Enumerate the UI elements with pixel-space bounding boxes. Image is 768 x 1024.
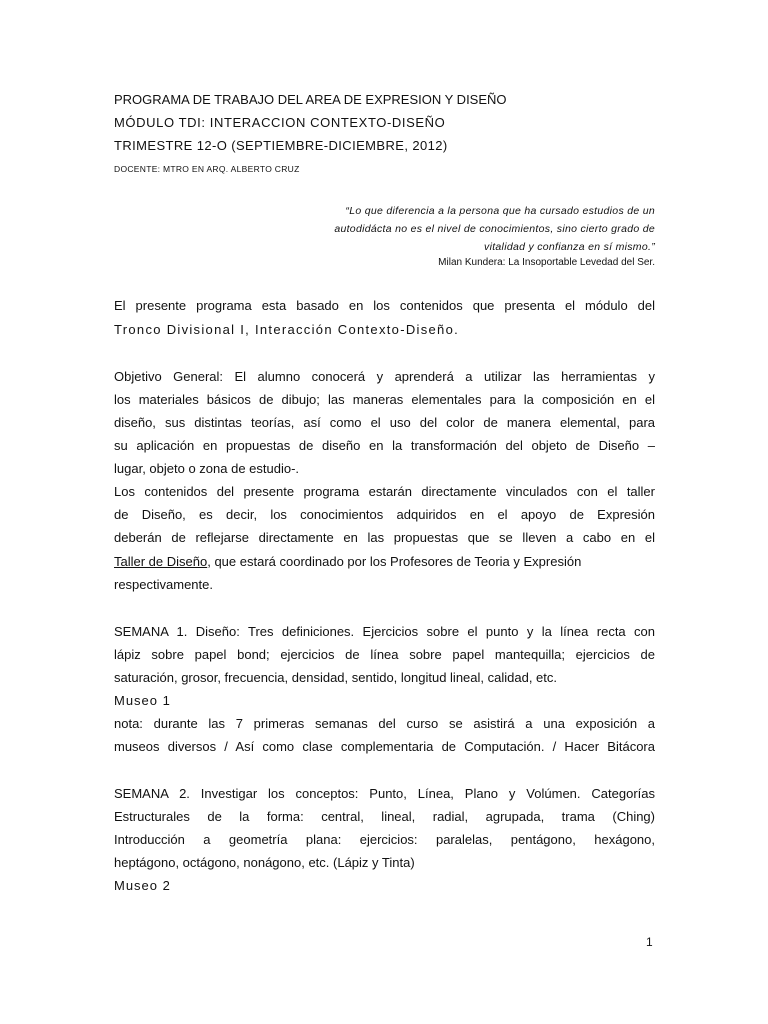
program-title: PROGRAMA DE TRABAJO DEL AREA DE EXPRESION Y DISEÑO — [114, 92, 507, 107]
week1-line: nota: durante las 7 primeras semanas del curso se asistirá a una exposición a — [114, 716, 655, 731]
module-title: MÓDULO TDI: INTERACCION CONTEXTO-DISEÑO — [114, 115, 446, 130]
week1-line: SEMANA 1. Diseño: Tres definiciones. Ejercicios sobre el punto y la línea recta con — [114, 624, 655, 639]
epigraph-line: vitalidad y confianza en sí mismo.” — [484, 241, 655, 253]
objective-line-rest: , que estará coordinado por los Profesores de Teoria y Expresión — [207, 554, 582, 569]
epigraph-line: autodidácta no es el nivel de conocimientos, sino cierto grado de — [334, 223, 655, 235]
week1-line: museos diversos / Así como clase complementaria de Computación. / Hacer Bitácora — [114, 739, 655, 754]
epigraph-line: “Lo que diferencia a la persona que ha cursado estudios de un — [345, 205, 655, 217]
week1-line: saturación, grosor, frecuencia, densidad, sentido, longitud lineal, calidad, etc. — [114, 670, 557, 685]
objective-line: lugar, objeto o zona de estudio-. — [114, 461, 300, 476]
taller-link[interactable]: Taller de Diseño — [114, 554, 208, 569]
week2-line: Estructurales de la forma: central, lineal, radial, agrupada, trama (Ching) — [114, 809, 655, 824]
epigraph-author: Milan Kundera: La Insoportable Levedad del Ser. — [438, 257, 655, 268]
week2-line: SEMANA 2. Investigar los conceptos: Punto, Línea, Plano y Volúmen. Categorías — [114, 786, 655, 801]
objective-line: respectivamente. — [114, 577, 213, 592]
objective-line: diseño, sus distintas teorías, así como el uso del color de manera elemental, para — [114, 415, 655, 430]
objective-line: de Diseño, es decir, los conocimientos adquiridos en el apoyo de Expresión — [114, 507, 655, 522]
trimester-line: TRIMESTRE 12-O (SEPTIEMBRE-DICIEMBRE, 2012) — [114, 138, 448, 153]
objective-line: los materiales básicos de dibujo; las maneras elementales para la composición en el — [114, 392, 655, 407]
week2-line: Introducción a geometría plana: ejercicios: paralelas, pentágono, hexágono, — [114, 832, 655, 847]
objective-line: su aplicación en propuestas de diseño en la transformación del objeto de Diseño – — [114, 438, 655, 453]
intro-line: Tronco Divisional I, Interacción Contexto-Diseño. — [114, 322, 460, 337]
objective-line: deberán de reflejarse directamente en las propuestas que se lleven a cabo en el — [114, 530, 655, 545]
week2-line: Museo 2 — [114, 878, 171, 893]
page-number: 1 — [646, 935, 653, 949]
intro-line: El presente programa esta basado en los contenidos que presenta el módulo del — [114, 298, 655, 313]
objective-line: Objetivo General: El alumno conocerá y aprenderá a utilizar las herramientas y — [114, 369, 655, 384]
teacher-line: DOCENTE: MTRO EN ARQ. ALBERTO CRUZ — [114, 164, 300, 174]
week1-line: Museo 1 — [114, 693, 171, 708]
week1-line: lápiz sobre papel bond; ejercicios de línea sobre papel mantequilla; ejercicios de — [114, 647, 655, 662]
week2-line: heptágono, octágono, nonágono, etc. (Lápiz y Tinta) — [114, 855, 415, 870]
objective-line — [114, 554, 655, 570]
objective-line: Los contenidos del presente programa estarán directamente vinculados con el taller — [114, 484, 655, 499]
